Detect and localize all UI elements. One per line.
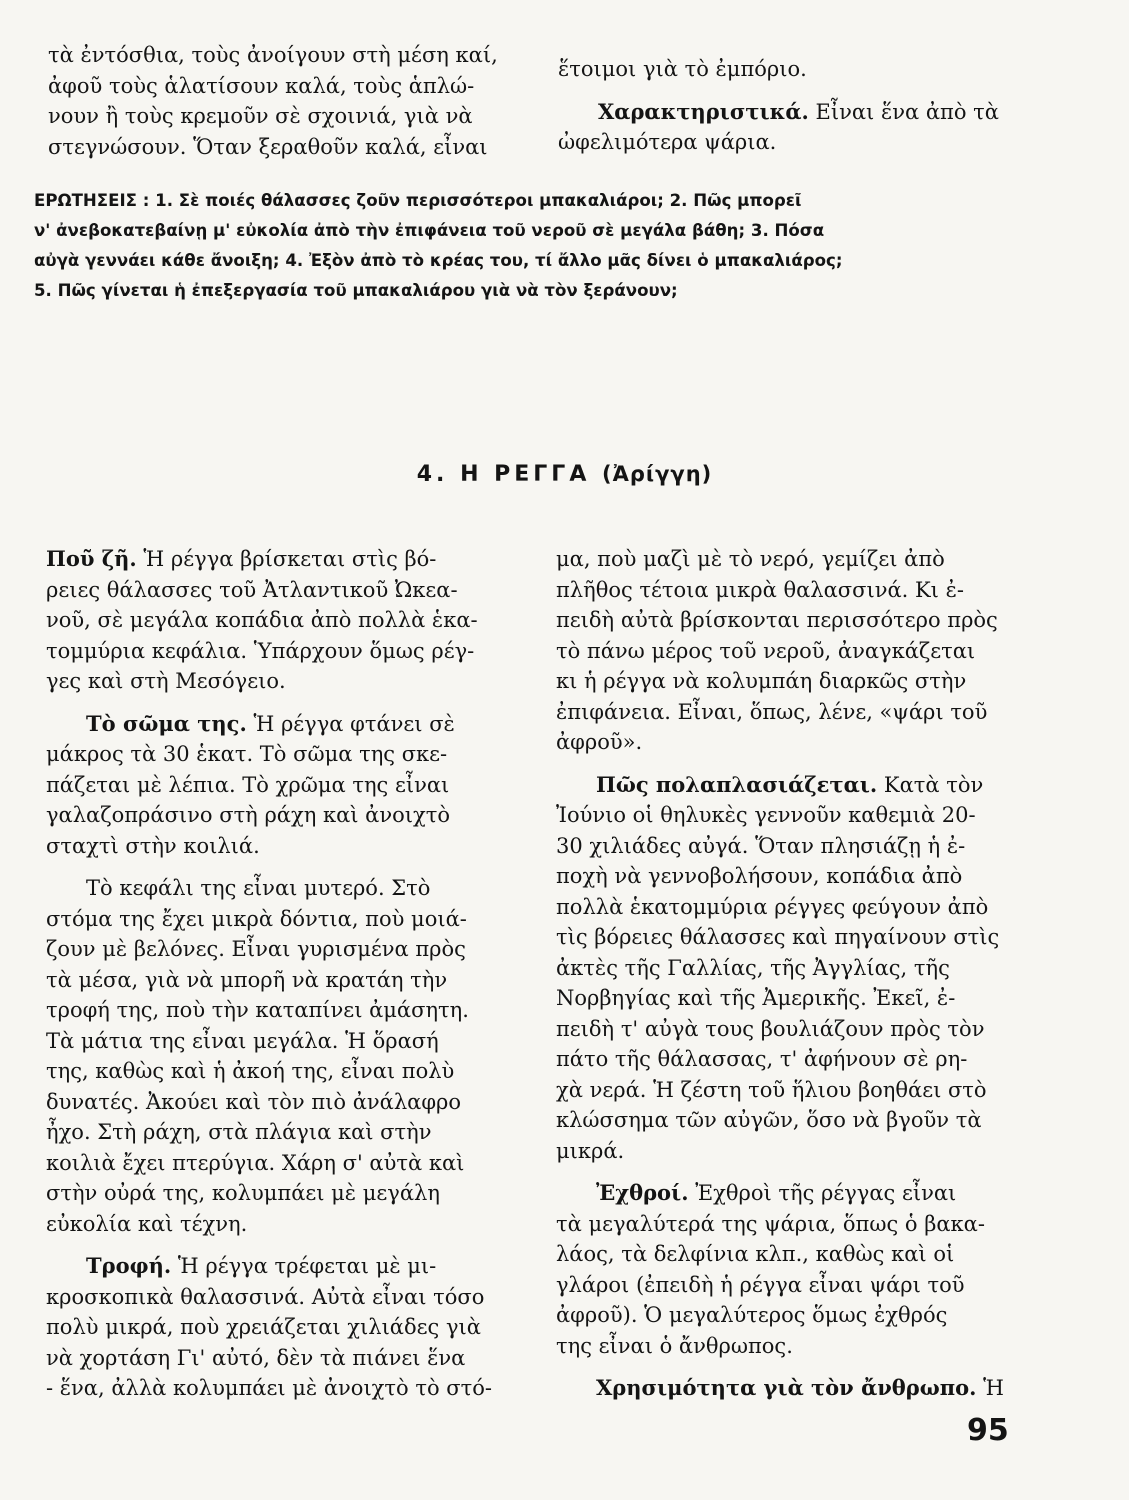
top-left-column	[48, 40, 538, 162]
text-line: γλάροι (ἐπειδὴ ἡ ρέγγα εἶναι ψάρι τοῦ	[556, 1272, 965, 1297]
page-number: 95	[967, 1413, 1009, 1448]
text-run: Εἶναι ἕνα ἀπὸ τὰ	[808, 99, 999, 124]
text-line: πειδὴ τ' αὐγὰ τους βουλιάζουν πρὸς τὸν	[556, 1016, 985, 1041]
text-run: Ἡ ρέγγα βρίσκεται στὶς βό-	[136, 547, 437, 571]
habitat-paragraph	[46, 544, 546, 575]
text-line: τροφή της, ποὺ τὴν καταπίνει ἀμάσητη.	[46, 998, 469, 1022]
text-line: Νορβηγίας καὶ τῆς Ἀμερικῆς. Ἐκεῖ, ἐ-	[556, 986, 956, 1010]
text-line: ἀκτὲς τῆς Γαλλίας, τῆς Ἀγγλίας, τῆς	[556, 955, 950, 980]
text-line: τὰ μεγαλύτερά της ψάρια, ὅπως ὁ βακα-	[556, 1211, 985, 1236]
main-right-column	[556, 544, 1106, 1404]
text-line: ἀφροῦ). Ὁ μεγαλύτερος ὅμως ἐχθρός	[556, 1303, 948, 1327]
text-line: γαλαζοπράσινο στὴ ράχη καὶ ἀνοιχτὸ	[46, 803, 450, 827]
text-line: μάκρος τὰ 30 ἑκατ. Τὸ σῶμα της σκε-	[46, 742, 448, 766]
text-line: κοιλιὰ ἔχει πτερύγια. Χάρη σ' αὐτὰ καὶ	[46, 1150, 465, 1175]
text-line: χὰ νερά. Ἡ ζέστη τοῦ ἥλιου βοηθάει στὸ	[556, 1077, 987, 1102]
question-line: 5. Πῶς γίνεται ἡ ἐπεξεργασία τοῦ μπακαλιάρου γιὰ νὰ τὸν ξεράνουν;	[34, 281, 678, 300]
text-line: σταχτὶ στὴν κοιλιά.	[46, 833, 260, 858]
text-line: τὰ μέσα, γιὰ νὰ μπορῆ νὰ κρατάη τὴν	[46, 967, 448, 992]
text-line: Ἰούνιο οἱ θηλυκὲς γεννοῦν καθεμιὰ 20-	[556, 803, 976, 827]
text-line: της εἶναι ὁ ἄνθρωπος.	[556, 1333, 793, 1358]
section-name: Η ΡΕΓΓΑ	[460, 462, 591, 487]
text-line: ἕτοιμοι γιὰ τὸ ἐμπόριο.	[558, 57, 807, 81]
text-line: στόμα της ἔχει μικρὰ δόντια, ποὺ μοιά-	[46, 906, 467, 931]
section-title	[0, 462, 1129, 487]
text-run: Κατὰ τὸν	[877, 772, 984, 797]
text-line: 30 χιλιάδες αὐγά. Ὅταν πλησιάζῃ ἡ ἐ-	[556, 833, 966, 858]
questions-block	[34, 186, 1104, 306]
text-line: νοῦ, σὲ μεγάλα κοπάδια ἀπὸ πολλὰ ἑκα-	[46, 608, 478, 632]
text-line: δυνατές. Ἀκούει καὶ τὸν πιὸ ἀνάλαφρο	[46, 1089, 462, 1114]
top-right-column	[558, 54, 1098, 158]
text-line: κροσκοπικὰ θαλασσινά. Αὐτὰ εἶναι τόσο	[46, 1284, 485, 1309]
text-line: πολὺ μικρά, ποὺ χρειάζεται χιλιάδες γιὰ	[46, 1315, 481, 1339]
text-run: Ἡ	[976, 1376, 1004, 1400]
text-line: ἀφοῦ τοὺς ἁλατίσουν καλά, τοὺς ἁπλώ-	[48, 73, 475, 98]
body-heading: Τὸ σῶμα της.	[86, 710, 247, 736]
text-line: μα, ποὺ μαζὶ μὲ τὸ νερό, γεμίζει ἀπὸ	[556, 547, 945, 571]
text-line: στεγνώσουν. Ὅταν ξεραθοῦν καλά, εἶναι	[48, 134, 488, 159]
enemies-paragraph	[556, 1178, 1106, 1209]
text-line: της, καθὼς καὶ ἡ ἀκοή της, εἶναι πολὺ	[46, 1059, 455, 1083]
text-line: πολλὰ ἑκατομμύρια ρέγγες φεύγουν ἀπὸ	[556, 894, 989, 919]
text-line: στὴν οὐρά της, κολυμπάει μὲ μεγάλη	[46, 1181, 440, 1205]
characteristics-heading: Χαρακτηριστικά.	[598, 98, 809, 124]
text-line: τὶς βόρειες θάλασσες καὶ πηγαίνουν στὶς	[556, 925, 1000, 949]
question-line: ΕΡΩΤΗΣΕΙΣ : 1. Σὲ ποιές θάλασσες ζοῦν περισσότεροι μπακαλιάροι; 2. Πῶς μπορεῖ	[34, 191, 802, 210]
usefulness-paragraph	[556, 1373, 1106, 1404]
text-line: πειδὴ αὐτὰ βρίσκονται περισσότερο πρὸς	[556, 608, 998, 632]
text-line: γες καὶ στὴ Μεσόγειο.	[46, 669, 286, 693]
text-line: τὸ πάνω μέρος τοῦ νεροῦ, ἀναγκάζεται	[556, 638, 976, 663]
text-line: Τὸ κεφάλι της εἶναι μυτερό. Στὸ	[86, 876, 431, 900]
reproduction-paragraph	[556, 770, 1106, 801]
text-line: - ἕνα, ἀλλὰ κολυμπάει μὲ ἀνοιχτὸ τὸ στό-	[46, 1376, 492, 1400]
text-line: πάτο τῆς θάλασσας, τ' ἀφήνουν σὲ ρη-	[556, 1047, 968, 1071]
text-run: Ἐχθροὶ τῆς ρέγγας εἶναι	[688, 1181, 957, 1205]
text-line: μικρά.	[556, 1138, 625, 1163]
text-line: ἀφροῦ».	[556, 730, 643, 754]
reproduction-heading: Πῶς πολαπλασιάζεται.	[596, 771, 878, 797]
text-line: ρειες θάλασσες τοῦ Ἀτλαντικοῦ Ὠκεα-	[46, 577, 458, 602]
enemies-heading: Ἐχθροί.	[596, 1180, 689, 1205]
text-run: Ἡ ρέγγα τρέφεται μὲ μι-	[171, 1254, 437, 1278]
food-heading: Τροφή.	[86, 1253, 172, 1278]
text-line: τομμύρια κεφάλια. Ὑπάρχουν ὅμως ρέγ-	[46, 638, 475, 663]
text-line: ἐπιφάνεια. Εἶναι, ὅπως, λένε, «ψάρι τοῦ	[556, 699, 988, 724]
text-run: Ἡ ρέγγα φτάνει σὲ	[246, 711, 455, 736]
text-line: νουν ἢ τοὺς κρεμοῦν σὲ σχοινιά, γιὰ νὰ	[48, 104, 473, 128]
text-line: ποχὴ νὰ γεννοβολήσουν, κοπάδια ἀπὸ	[556, 864, 963, 888]
text-line: πάζεται μὲ λέπια. Τὸ χρῶμα της εἶναι	[46, 772, 450, 797]
text-line: νὰ χορτάση Γι' αὐτό, δὲν τὰ πιάνει ἕνα	[46, 1345, 466, 1370]
usefulness-heading: Χρησιμότητα γιὰ τὸν ἄνθρωπο.	[596, 1375, 977, 1400]
section-subtitle: (Ἀρίγγη)	[602, 462, 713, 486]
body-paragraph	[46, 709, 546, 740]
text-line: τὰ ἐντόσθια, τοὺς ἀνοίγουν στὴ μέση καί,	[48, 43, 498, 67]
text-line: Τὰ μάτια της εἶναι μεγάλα. Ἡ ὅρασή	[46, 1028, 439, 1053]
text-line: εὐκολία καὶ τέχνη.	[46, 1211, 248, 1236]
question-line: αὐγὰ γεννάει κάθε ἄνοιξη; 4. Ἐξὸν ἀπὸ τὸ κρέας του, τί ἄλλο μᾶς δίνει ὁ μπακαλιάρος;	[34, 251, 843, 270]
text-line: ὠφελιμότερα ψάρια.	[558, 130, 777, 154]
habitat-heading: Ποῦ ζῆ.	[46, 546, 137, 571]
text-line: πλῆθος τέτοια μικρὰ θαλασσινά. Κι ἐ-	[556, 577, 964, 602]
question-line: ν' ἀνεβοκατεβαίνῃ μ' εὐκολία ἀπὸ τὴν ἐπιφάνεια τοῦ νεροῦ σὲ μεγάλα βάθη; 3. Πόσα	[34, 221, 825, 240]
food-paragraph	[46, 1251, 546, 1282]
characteristics-paragraph	[558, 97, 1098, 128]
section-number: 4.	[416, 462, 449, 487]
text-line: ἦχο. Στὴ ράχη, στὰ πλάγια καὶ στὴν	[46, 1120, 432, 1144]
text-line: κι ἡ ρέγγα νὰ κολυμπάη διαρκῶς στὴν	[556, 669, 967, 693]
main-left-column	[46, 544, 546, 1404]
text-line: κλώσσημα τῶν αὐγῶν, ὅσο νὰ βγοῦν τὰ	[556, 1108, 982, 1132]
text-line: ζουν μὲ βελόνες. Εἶναι γυρισμένα πρὸς	[46, 937, 466, 961]
text-line: λάος, τὰ δελφίνια κλπ., καθὼς καὶ οἱ	[556, 1242, 955, 1266]
